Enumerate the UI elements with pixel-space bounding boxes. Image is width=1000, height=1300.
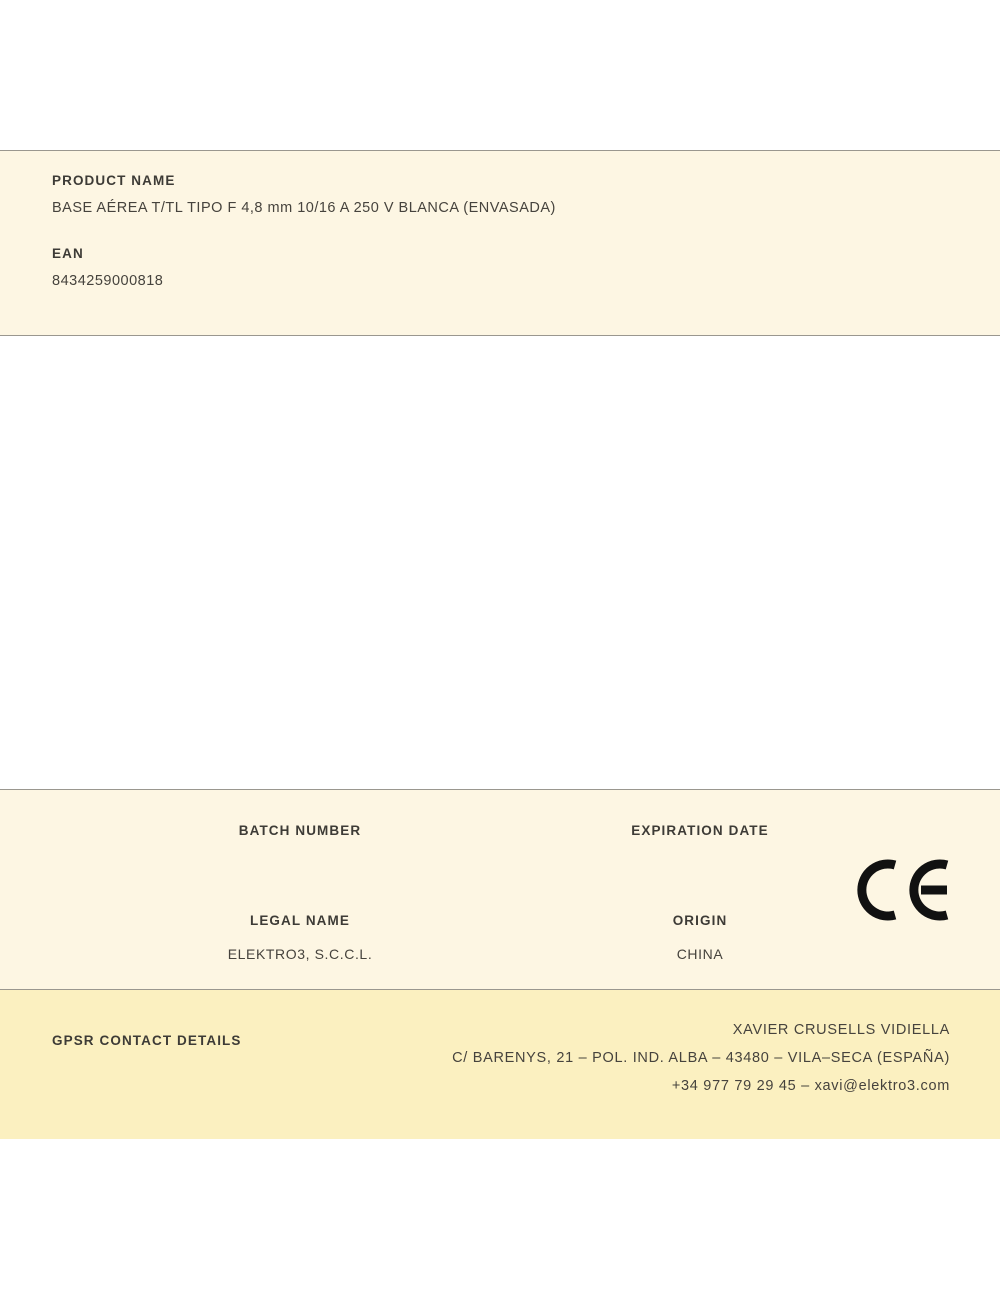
legal-name-label: LEGAL NAME bbox=[249, 913, 350, 928]
batch-number-label: BATCH NUMBER bbox=[238, 823, 362, 838]
expiration-date-label: EXPIRATION DATE bbox=[631, 823, 769, 838]
gpsr-contact-band bbox=[0, 989, 1000, 1139]
batch-legal-band bbox=[0, 789, 1000, 989]
product-info-band bbox=[0, 150, 1000, 336]
bottom-white-area bbox=[0, 1139, 1000, 1300]
gpsr-contact-name: XAVIER CRUSELLS VIDIELLA bbox=[732, 1022, 950, 1038]
legal-name-cell bbox=[150, 913, 450, 962]
gpsr-contact-label: GPSR CONTACT DETAILS bbox=[52, 1033, 242, 1048]
blank-content-area bbox=[0, 336, 1000, 789]
gpsr-contact-address: C/ BARENYS, 21 – POL. IND. ALBA – 43480 – VILA–SECA (ESPAÑA) bbox=[452, 1050, 950, 1066]
origin-label: ORIGIN bbox=[672, 913, 728, 928]
gpsr-contact-details bbox=[452, 1022, 950, 1094]
gpsr-contact-phone-email: +34 977 79 29 45 – xavi@elektro3.com bbox=[671, 1078, 950, 1094]
product-name-value: BASE AÉREA T/TL TIPO F 4,8 mm 10/16 A 250 V BLANCA (ENVASADA) bbox=[52, 200, 556, 216]
ean-value: 8434259000818 bbox=[52, 273, 164, 289]
ean-label: EAN bbox=[52, 246, 84, 261]
legal-name-value: ELEKTRO3, S.C.C.L. bbox=[227, 946, 373, 962]
product-name-label: PRODUCT NAME bbox=[52, 173, 176, 188]
origin-value: CHINA bbox=[676, 946, 724, 962]
expiration-date-cell bbox=[550, 823, 850, 856]
ce-mark-icon bbox=[855, 855, 955, 925]
origin-cell bbox=[550, 913, 850, 962]
batch-number-cell bbox=[150, 823, 450, 856]
